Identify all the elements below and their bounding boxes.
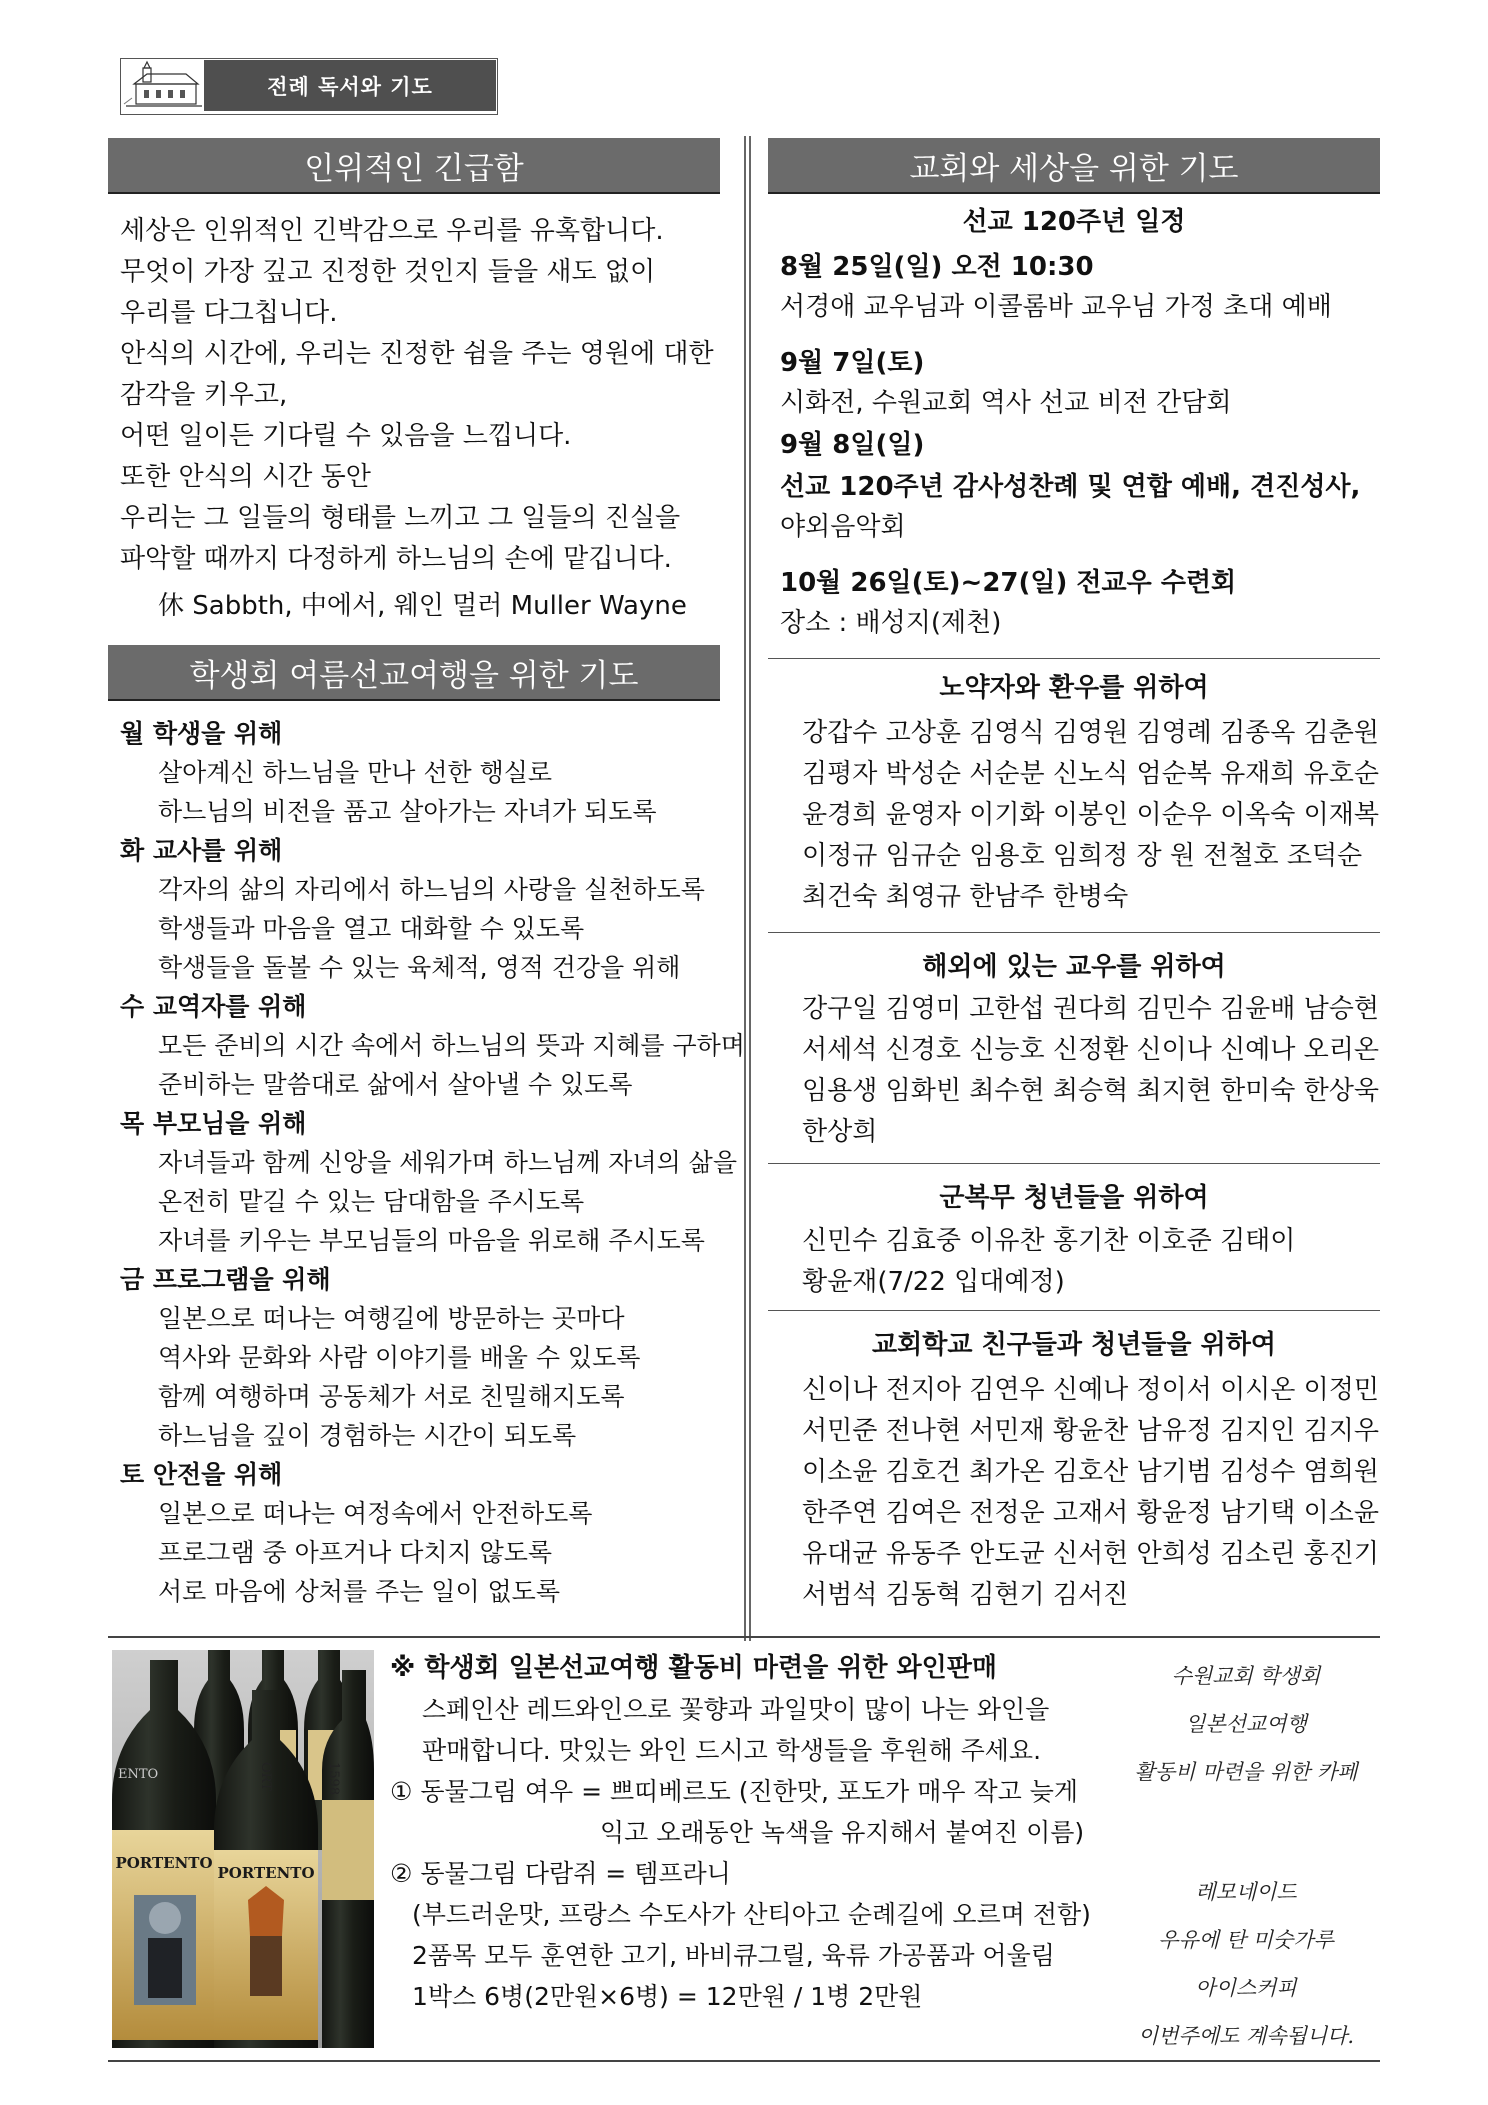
name-line: 신이나 전지아 김연우 신예나 정이서 이시온 이정민 <box>802 1375 1380 1405</box>
urgency-line: 안식의 시간에, 우리는 진정한 쉼을 주는 영원에 대한 <box>120 339 714 369</box>
wine-line: 스페인산 레드와인으로 꽃향과 과일맛이 많이 나는 와인을 <box>422 1695 1050 1724</box>
urgency-line: 어떤 일이든 기다릴 수 있음을 느낍니다. <box>120 421 572 451</box>
cafe-note-line: 레모네이드 <box>1195 1880 1297 1904</box>
military-heading: 군복무 청년들을 위하여 <box>939 1183 1209 1213</box>
name-line: 신민수 김효중 이유찬 홍기찬 이호준 김태이 <box>802 1226 1296 1256</box>
prayer-item: 역사와 문화와 사람 이야기를 배울 수 있도록 <box>158 1343 641 1372</box>
name-line: 이정규 임규순 임용호 임희정 장 원 전철호 조덕순 <box>802 841 1363 871</box>
cafe-note-line: 이번주에도 계속됩니다. <box>1137 2024 1355 2048</box>
schedule-line: 9월 7일(토) <box>780 348 925 378</box>
urgency-line: 또한 안식의 시간 동안 <box>120 462 371 492</box>
wine-bottles-photo <box>112 1650 374 2048</box>
header-label: 전례 독서와 기도 <box>204 60 496 111</box>
wine-title: ※ 학생회 일본선교여행 활동비 마련을 위한 와인판매 <box>390 1653 998 1683</box>
schedule-line: 서경애 교우님과 이콜롬바 교우님 가정 초대 예배 <box>780 292 1332 322</box>
wine-line: 2품목 모두 훈연한 고기, 바비큐그릴, 육류 가공품과 어울림 <box>412 1941 1055 1970</box>
prayer-item: 학생들과 마음을 열고 대화할 수 있도록 <box>158 914 585 943</box>
urgency-line: 우리는 그 일들의 형태를 느끼고 그 일들의 진실을 <box>120 503 681 533</box>
name-line: 유대균 유동주 안도균 신서헌 안희성 김소린 홍진기 <box>802 1539 1380 1569</box>
urgency-line: 세상은 인위적인 긴박감으로 우리를 유혹합니다. <box>120 216 664 246</box>
divider <box>768 932 1380 933</box>
prayer-item: 일본으로 떠나는 여행길에 방문하는 곳마다 <box>158 1304 625 1333</box>
section-title-urgency: 인위적인 긴급함 <box>108 138 720 194</box>
name-line: 이소윤 김호건 최가온 김호산 남기범 김성수 염희원 <box>802 1457 1380 1487</box>
cafe-note-line: 수원교회 학생회 <box>1171 1664 1321 1688</box>
prayer-item: 살아계신 하느님을 만나 선한 행실로 <box>158 758 553 787</box>
divider <box>768 658 1380 659</box>
column-divider-2 <box>749 136 751 1641</box>
wine-line: 익고 오래동안 녹색을 유지해서 붙여진 이름) <box>600 1818 1085 1847</box>
bottle-label-back: 1598 <box>326 1762 341 1796</box>
name-line: 한주연 김여은 전정운 고재서 황윤정 남기택 이소윤 <box>802 1498 1380 1528</box>
schedule-heading: 선교 120주년 일정 <box>962 207 1186 237</box>
bottom-top-rule <box>108 1636 1380 1638</box>
prayer-day-heading: 토 안전을 위해 <box>120 1460 283 1489</box>
urgency-line: 감각을 키우고, <box>120 380 288 410</box>
wine-line: ② 동물그림 다람쥐 = 템프라니 <box>390 1859 731 1888</box>
divider <box>768 1163 1380 1164</box>
cafe-note-line: 우유에 탄 미숫가루 <box>1158 1928 1334 1952</box>
urgency-line: 무엇이 가장 깊고 진정한 것인지 들을 새도 없이 <box>120 257 656 287</box>
name-line: 윤경희 윤영자 이기화 이봉인 이순우 이옥숙 이재복 <box>802 800 1380 830</box>
prayer-item: 자녀를 키우는 부모님들의 마음을 위로해 주시도록 <box>158 1226 705 1255</box>
schedule-line: 9월 8일(일) <box>780 430 925 460</box>
urgency-line: 우리를 다그칩니다. <box>120 298 338 328</box>
schedule-line: 선교 120주년 감사성찬례 및 연합 예배, 견진성사, <box>780 472 1361 502</box>
section-title-church-world: 교회와 세상을 위한 기도 <box>768 138 1380 194</box>
schedule-line: 장소 : 배성지(제천) <box>780 608 1002 638</box>
wine-line: 1박스 6병(2만원×6병) = 12만원 / 1병 2만원 <box>412 1982 923 2011</box>
wine-line: (부드러운맛, 프랑스 수도사가 산티아고 순례길에 오르며 전함) <box>412 1900 1091 1929</box>
bottle-label-back-2: ORT <box>258 1762 273 1791</box>
name-line: 강갑수 고상훈 김영식 김영원 김영례 김종옥 김춘원 <box>802 718 1380 748</box>
prayer-item: 일본으로 떠나는 여정속에서 안전하도록 <box>158 1499 593 1528</box>
bottom-rule <box>108 2060 1380 2062</box>
wine-line: ① 동물그림 여우 = 쁘띠베르도 (진한맛, 포도가 매우 작고 늦게 <box>390 1777 1079 1806</box>
prayer-item: 프로그램 중 아프거나 다치지 않도록 <box>158 1538 553 1567</box>
urgency-source: 休 Sabbth, 中에서, 웨인 멀러 Muller Wayne <box>158 591 687 621</box>
name-line: 강구일 김영미 고한섭 권다희 김민수 김윤배 남승현 <box>802 994 1380 1024</box>
prayer-item: 자녀들과 함께 신앙을 세워가며 하느님께 자녀의 삶을 <box>158 1148 737 1177</box>
prayer-day-heading: 목 부모님을 위해 <box>120 1109 307 1138</box>
prayer-item: 함께 여행하며 공동체가 서로 친밀해지도록 <box>158 1382 625 1411</box>
urgency-line: 파악할 때까지 다정하게 하느님의 손에 맡깁니다. <box>120 544 672 574</box>
column-divider <box>744 136 746 1641</box>
name-line: 서범석 김동혁 김현기 김서진 <box>802 1580 1129 1610</box>
schedule-line: 야외음악회 <box>780 512 906 542</box>
schedule-line: 8월 25일(일) 오전 10:30 <box>780 252 1094 282</box>
overseas-heading: 해외에 있는 교우를 위하여 <box>922 952 1226 982</box>
schedule-line: 시화전, 수원교회 역사 선교 비전 간담회 <box>780 388 1232 418</box>
prayer-item: 준비하는 말씀대로 삶에서 살아낼 수 있도록 <box>158 1070 633 1099</box>
prayer-item: 서로 마음에 상처를 주는 일이 없도록 <box>158 1577 560 1606</box>
name-line: 서민준 전나현 서민재 황윤찬 남유정 김지인 김지우 <box>802 1416 1380 1446</box>
prayer-item: 하느님을 깊이 경험하는 시간이 되도록 <box>158 1421 577 1450</box>
name-line: 김평자 박성순 서순분 신노식 엄순복 유재희 유호순 <box>802 759 1380 789</box>
youth-heading: 교회학교 친구들과 청년들을 위하여 <box>872 1330 1276 1360</box>
prayer-day-heading: 화 교사를 위해 <box>120 836 283 865</box>
prayer-item: 학생들을 돌볼 수 있는 육체적, 영적 건강을 위해 <box>158 953 681 982</box>
prayer-day-heading: 수 교역자를 위해 <box>120 992 307 1021</box>
divider <box>768 1310 1380 1311</box>
church-icon <box>122 60 204 111</box>
name-line: 한상희 <box>802 1117 878 1147</box>
prayer-item: 각자의 삶의 자리에서 하느님의 사랑을 실천하도록 <box>158 875 705 904</box>
name-line: 임용생 임화빈 최수현 최승혁 최지현 한미숙 한상욱 <box>802 1076 1380 1106</box>
wine-line: 판매합니다. 맛있는 와인 드시고 학생들을 후원해 주세요. <box>422 1736 1042 1765</box>
elderly-heading: 노약자와 환우를 위하여 <box>939 673 1209 703</box>
name-line: 최건숙 최영규 한남주 한병숙 <box>802 882 1129 912</box>
prayer-item: 온전히 맡길 수 있는 담대함을 주시도록 <box>158 1187 585 1216</box>
name-line: 황윤재(7/22 입대예정) <box>802 1267 1065 1297</box>
bottle-label-left: PORTENTO <box>115 1854 213 1872</box>
bottle-label-back-3: ENTO <box>118 1767 159 1782</box>
name-line: 서세석 신경호 신능호 신정환 신이나 신예나 오리온 <box>802 1035 1380 1065</box>
prayer-day-heading: 금 프로그램을 위해 <box>120 1265 331 1294</box>
section-title-student-prayer: 학생회 여름선교여행을 위한 기도 <box>108 645 720 701</box>
schedule-line: 10월 26일(토)~27(일) 전교우 수련회 <box>780 568 1237 598</box>
prayer-item: 하느님의 비전을 품고 살아가는 자녀가 되도록 <box>158 797 657 826</box>
bottle-label-right: PORTENTO <box>217 1864 315 1882</box>
prayer-day-heading: 월 학생을 위해 <box>120 719 283 748</box>
cafe-note-line: 일본선교여행 <box>1185 1712 1307 1736</box>
cafe-note-line: 아이스커피 <box>1195 1976 1297 2000</box>
prayer-item: 모든 준비의 시간 속에서 하느님의 뜻과 지혜를 구하며 <box>158 1031 745 1060</box>
cafe-note-line: 활동비 마련을 위한 카페 <box>1134 1760 1358 1784</box>
